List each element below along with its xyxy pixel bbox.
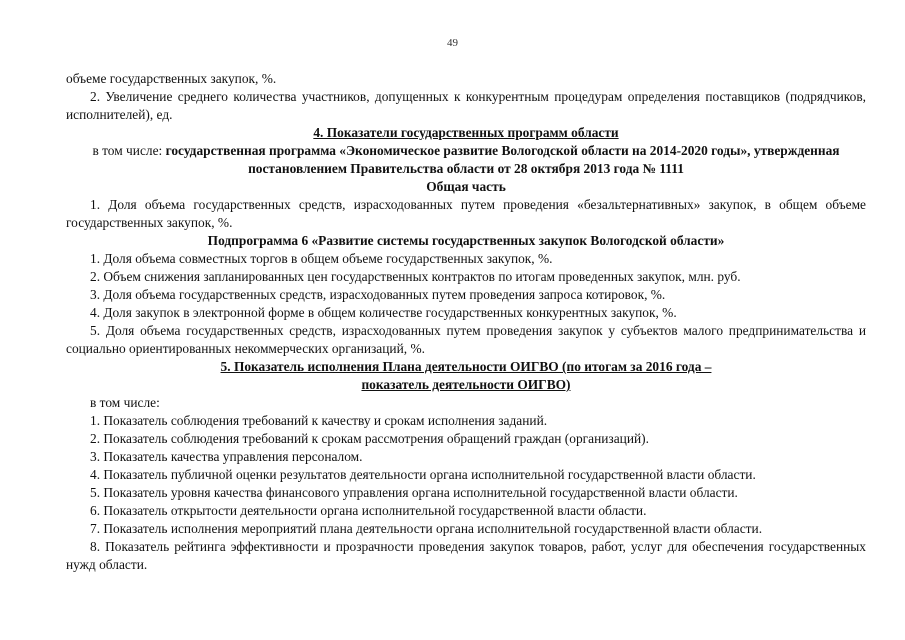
paragraph-item: 1. Доля объема государственных средств, израсходованных путем проведения «безальтернативных» закупок, в общем объеме государственных закупок, %.: [66, 197, 866, 230]
paragraph-item: 6. Показатель открытости деятельности органа исполнительной государственной власти области.: [90, 503, 647, 518]
page-number: 49: [447, 37, 458, 49]
paragraph-item: 2. Показатель соблюдения требований к срокам рассмотрения обращений граждан (организаций).: [90, 431, 649, 446]
document-body: [66, 70, 866, 574]
section-heading-5-cont: показатель деятельности ОИГВО): [361, 377, 571, 392]
general-part-heading: Общая часть: [426, 179, 506, 194]
section-heading-5: 5. Показатель исполнения Плана деятельности ОИГВО (по итогам за 2016 года –: [220, 359, 712, 374]
paragraph-item: 2. Объем снижения запланированных цен государственных контрактов по итогам проведенных закупок, млн. руб.: [90, 269, 741, 284]
paragraph-item: 5. Показатель уровня качества финансового управления органа исполнительной государственной власти области.: [90, 485, 738, 500]
paragraph-item: 3. Доля объема государственных средств, израсходованных путем проведения запроса котировок, %.: [90, 287, 666, 302]
paragraph-item: 3. Показатель качества управления персоналом.: [90, 449, 363, 464]
paragraph-item: 1. Доля объема совместных торгов в общем объеме государственных закупок, %.: [90, 251, 553, 266]
paragraph-item: 4. Доля закупок в электронной форме в общем количестве государственных конкурентных закупок, %.: [90, 305, 677, 320]
program-prefix: в том числе:: [92, 143, 166, 158]
paragraph-item: 5. Доля объема государственных средств, израсходованных путем проведения закупок у субъектов малого предпринимательства и социально ориентированных некоммерческих организаций, %.: [66, 323, 866, 356]
paragraph-intro: в том числе:: [90, 395, 160, 410]
paragraph-continuation: объеме государственных закупок, %.: [66, 71, 277, 86]
paragraph-item: 7. Показатель исполнения мероприятий плана деятельности органа исполнительной государственной власти области.: [90, 521, 763, 536]
paragraph-item: 2. Увеличение среднего количества участников, допущенных к конкурентным процедурам определения поставщиков (подрядчиков, исполнителей), ед.: [66, 89, 866, 122]
program-heading: [66, 142, 866, 178]
paragraph-item: 1. Показатель соблюдения требований к качеству и срокам исполнения заданий.: [90, 413, 548, 428]
subprogram-heading: Подпрограмма 6 «Развитие системы государственных закупок Вологодской области»: [207, 233, 725, 248]
paragraph-item: 4. Показатель публичной оценки результатов деятельности органа исполнительной государственной власти области.: [90, 467, 756, 482]
program-title: государственная программа «Экономическое развитие Вологодской области на 2014-2020 годы», утвержденная постановлением Правительства области от 28 октября 2013 года № 1111: [165, 143, 840, 176]
paragraph-item: 8. Показатель рейтинга эффективности и прозрачности проведения закупок товаров, работ, услуг для обеспечения государственных нужд области.: [66, 539, 866, 572]
section-heading-4: 4. Показатели государственных программ области: [313, 125, 619, 140]
